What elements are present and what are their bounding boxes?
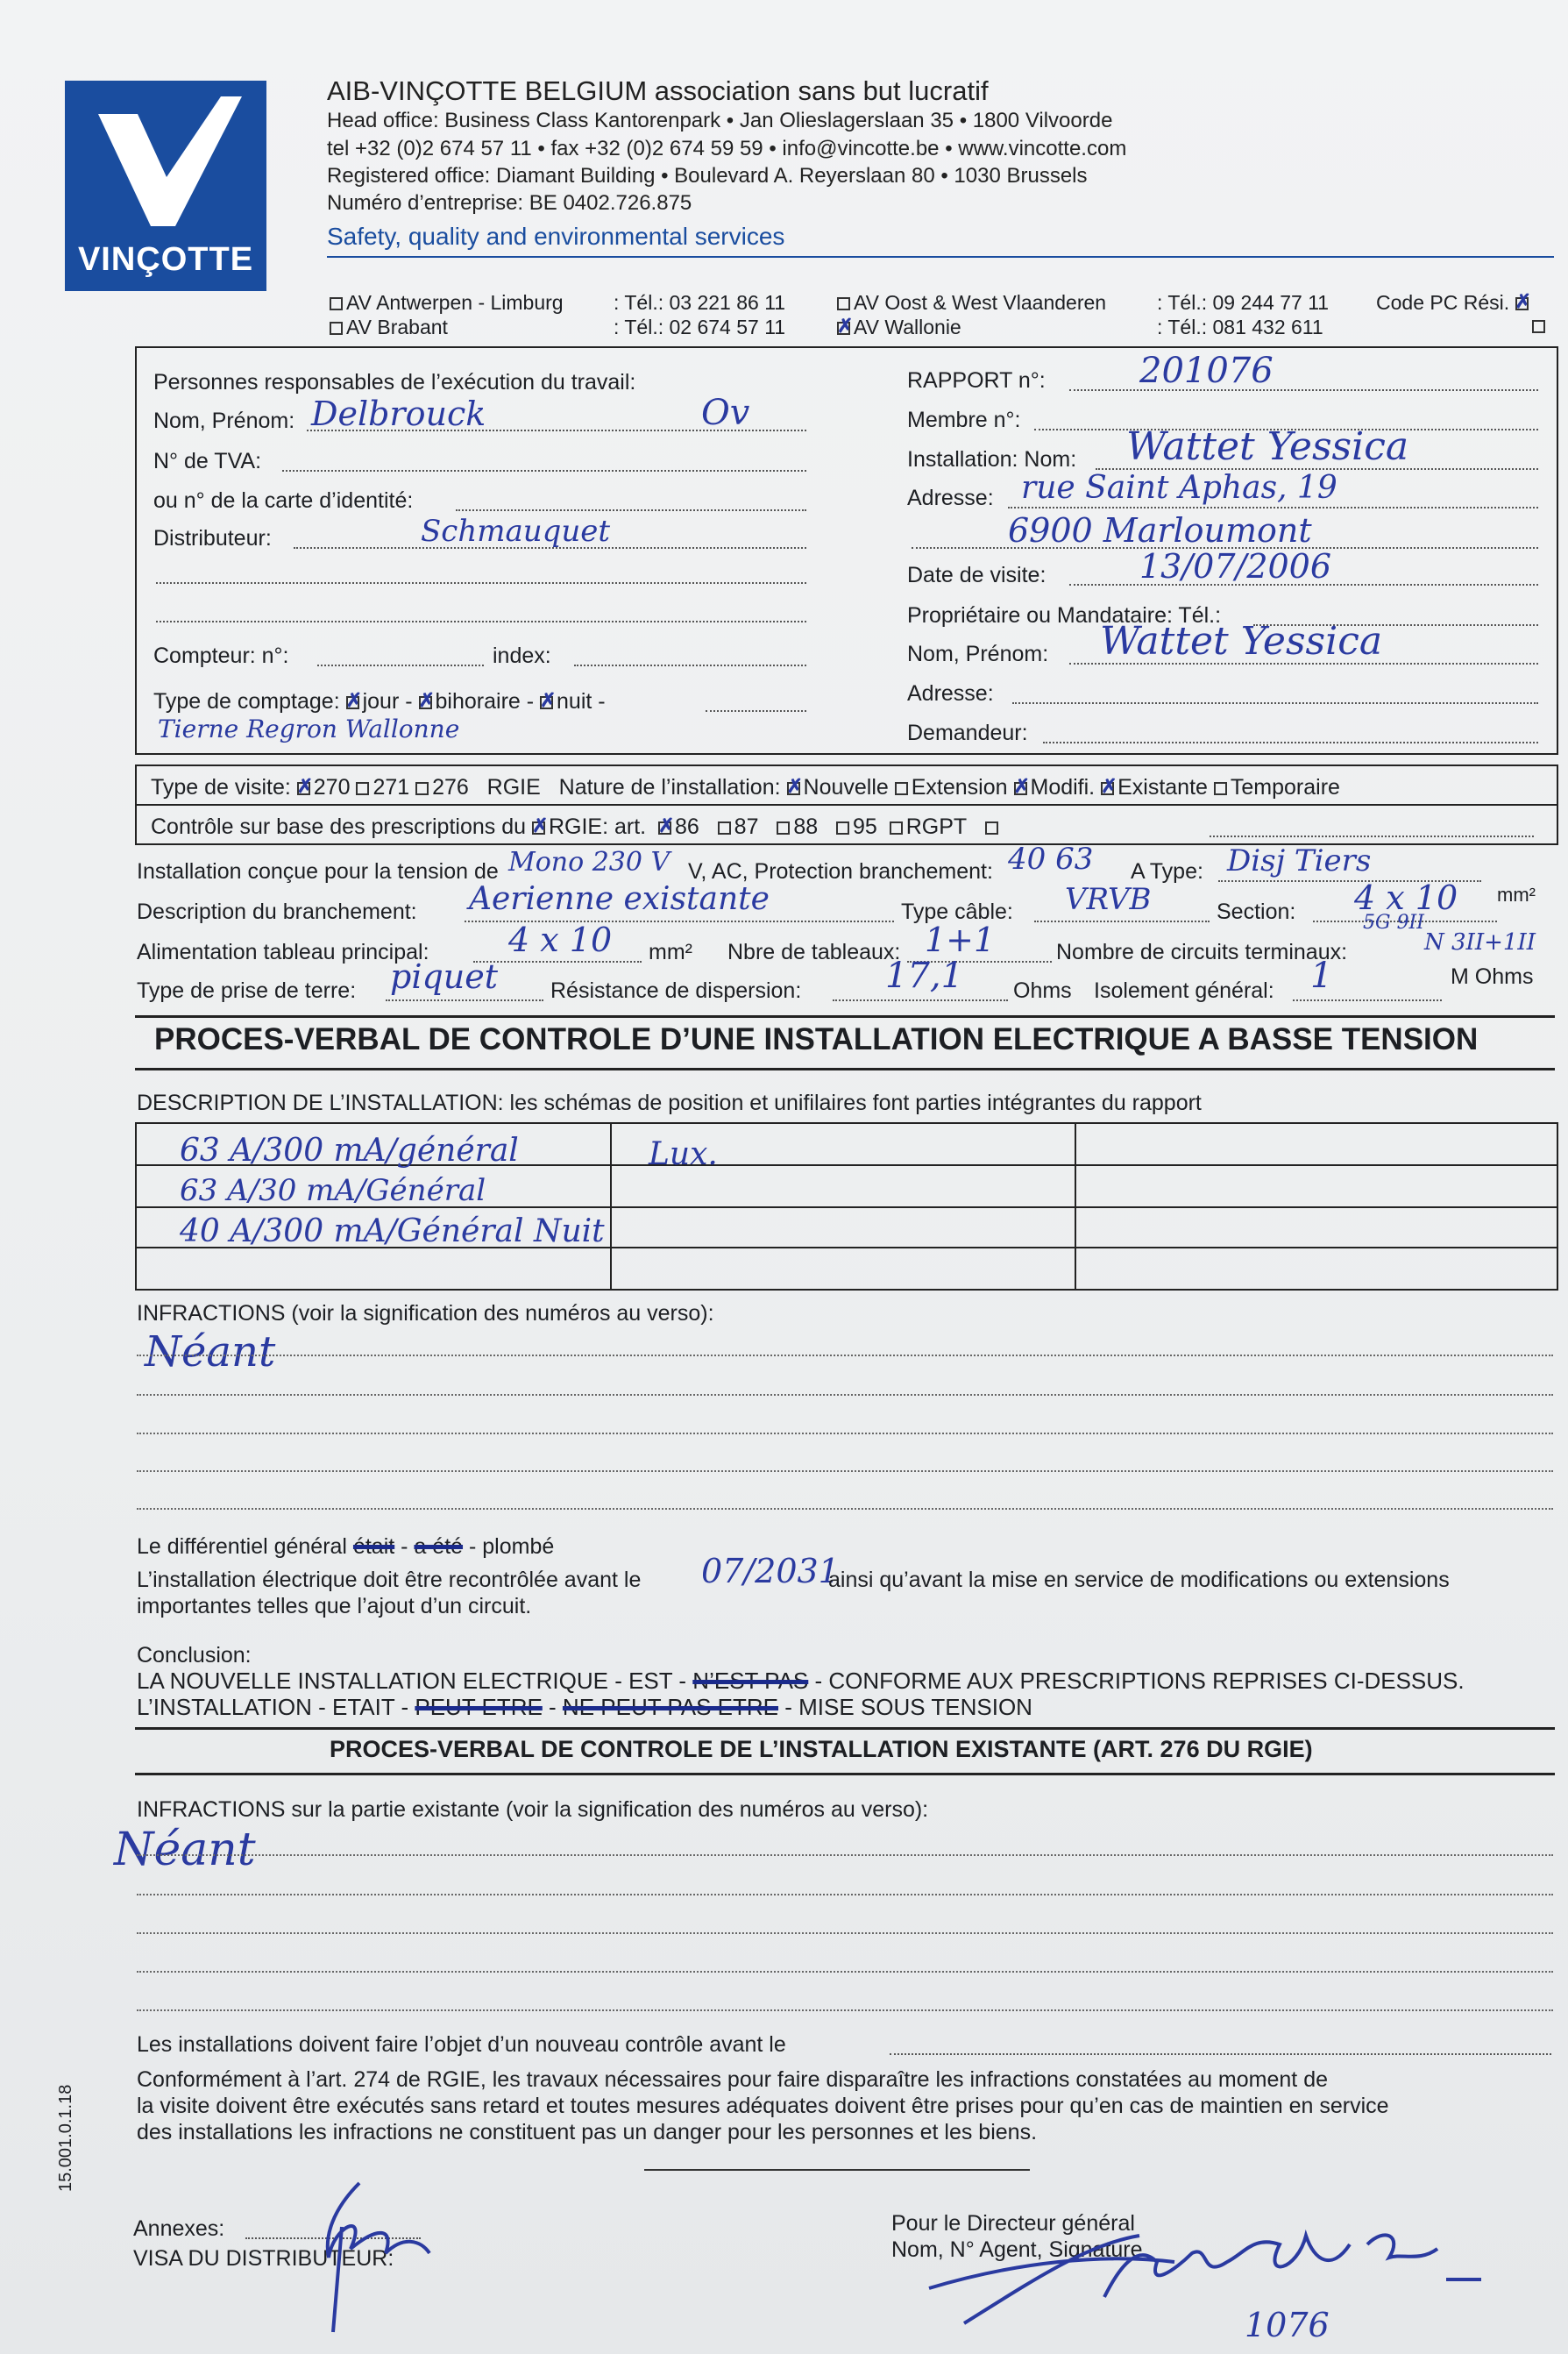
adresse-label: Adresse: xyxy=(907,486,994,510)
infractions-line-1[interactable] xyxy=(137,1355,1553,1356)
pv-existante-rule-top xyxy=(135,1727,1555,1730)
checkbox-nuit[interactable] xyxy=(540,696,553,709)
infractions-value[interactable]: Néant xyxy=(145,1327,276,1376)
section-mm2: mm² xyxy=(1497,884,1536,906)
existante-line-1[interactable] xyxy=(137,1854,1553,1856)
contact-line: tel +32 (0)2 674 57 11 • fax +32 (0)2 674 59 59 • info@vincotte.be • www.vincotte.com xyxy=(327,137,1127,160)
checkbox-86[interactable] xyxy=(658,821,671,835)
tension-label: Installation conçue pour la tension de xyxy=(137,859,499,884)
visa-label: VISA DU DISTRIBUTEUR: xyxy=(133,2246,394,2271)
v-check-icon xyxy=(89,96,242,228)
membre-label: Membre n°: xyxy=(907,408,1021,432)
checkbox-temporaire[interactable] xyxy=(1214,782,1227,795)
carte-line[interactable] xyxy=(456,509,806,511)
compteur-line[interactable] xyxy=(317,665,484,666)
checkbox-rgie[interactable] xyxy=(532,821,545,835)
date-visite-value[interactable]: 13/07/2006 xyxy=(1139,547,1332,586)
pv-title-rule-bottom xyxy=(135,1068,1555,1070)
header-divider xyxy=(327,256,1554,258)
mohms-label: M Ohms xyxy=(1451,964,1534,989)
adresse-value-2[interactable]: 6900 Marloumont xyxy=(1008,511,1312,550)
isolement-label: Isolement général: xyxy=(1094,978,1274,1003)
comptage-line[interactable] xyxy=(706,710,806,712)
description-label: DESCRIPTION DE L’INSTALLATION: les schémas de position et unifilaires font parties intégrantes du rapport xyxy=(137,1091,1202,1115)
section-sub-value[interactable]: 5G 9II xyxy=(1363,912,1424,934)
tva-label: N° de TVA: xyxy=(153,449,262,473)
pv-existante-rule-bottom xyxy=(135,1773,1555,1775)
pv-title: PROCES-VERBAL DE CONTROLE D’UNE INSTALLATION ELECTRIQUE A BASSE TENSION xyxy=(154,1022,1479,1056)
nom-prenom-label: Nom, Prénom: xyxy=(153,409,295,433)
protection-value[interactable]: 40 63 xyxy=(1008,842,1094,877)
tension-suffix: V, AC, Protection branchement: xyxy=(688,859,993,884)
recontrole-suffix: ainsi qu’avant la mise en service de modifications ou extensions xyxy=(828,1568,1450,1592)
type-cable-value[interactable]: VRVB xyxy=(1065,882,1152,917)
checkbox-nouvelle[interactable] xyxy=(787,782,800,795)
proprietaire-label: Propriétaire ou Mandataire: Tél.: xyxy=(907,603,1222,628)
checkbox-oost[interactable] xyxy=(837,297,850,310)
installation-nom-value[interactable]: Wattet Yessica xyxy=(1126,424,1409,469)
date-visite-label: Date de visite: xyxy=(907,563,1047,587)
nom-prenom-value-2[interactable]: Ov xyxy=(701,393,750,433)
nom-prenom2-value[interactable]: Wattet Yessica xyxy=(1100,619,1383,664)
office-wallonie: ✗AV Wallonie xyxy=(837,316,961,339)
isolement-line xyxy=(1293,999,1442,1001)
infractions-line-3[interactable] xyxy=(137,1433,1553,1434)
infractions-line-2[interactable] xyxy=(137,1394,1553,1396)
alimentation-mm2: mm² xyxy=(649,940,692,964)
alimentation-label: Alimentation tableau principal: xyxy=(137,940,429,964)
conformement-line-3: des installations les infractions ne constituent pas un danger pour les personnes et les biens. xyxy=(137,2120,1038,2144)
conclusion-line-1: LA NOUVELLE INSTALLATION ELECTRIQUE - EST - N’EST PAS - CONFORME AUX PRESCRIPTIONS REPRISES CI-DESSUS. xyxy=(137,1668,1465,1694)
recontrole-value[interactable]: 07/2031 xyxy=(701,1552,840,1590)
desc-branchement-value[interactable]: Aerienne existante xyxy=(469,881,770,917)
recontrole-prefix: L’installation électrique doit être recontrôlée avant le xyxy=(137,1568,642,1592)
annexes-label: Annexes: xyxy=(133,2216,225,2241)
blank-line-2[interactable] xyxy=(156,621,806,622)
carte-label: ou n° de la carte d’identité: xyxy=(153,488,414,513)
a-type-label: A Type: xyxy=(1131,859,1203,884)
office-brabant: AV Brabant xyxy=(330,316,448,339)
office-antwerpen-tel: : Tél.: 03 221 86 11 xyxy=(614,291,786,314)
infractions-line-5[interactable] xyxy=(137,1508,1553,1510)
infractions-line-4[interactable] xyxy=(137,1470,1553,1472)
blank-line-1[interactable] xyxy=(156,582,806,584)
nbre-tableaux-label: Nbre de tableaux: xyxy=(727,940,901,964)
nouveau-controle-line[interactable] xyxy=(890,2053,1551,2055)
type-cable-label: Type câble: xyxy=(901,900,1013,924)
pv-existante-title: PROCES-VERBAL DE CONTROLE DE L’INSTALLATION EXISTANTE (ART. 276 DU RGIE) xyxy=(330,1736,1313,1762)
comptage-note[interactable]: Tierne Regron Wallonne xyxy=(158,715,460,743)
office-brabant-tel: : Tél.: 02 674 57 11 xyxy=(614,316,786,338)
resistance-line xyxy=(833,999,1008,1001)
conclusion-label: Conclusion: xyxy=(137,1643,252,1668)
checkbox-276[interactable] xyxy=(415,782,429,795)
controle-row: Contrôle sur base des prescriptions du ✗ RGIE: art. ✗ 86 87 88 95 RGPT xyxy=(151,814,1002,840)
section-value[interactable]: 4 x 10 xyxy=(1354,878,1458,917)
installation-nom-label: Installation: Nom: xyxy=(907,447,1077,472)
company-title: AIB-VINÇOTTE BELGIUM association sans but lucratif xyxy=(327,75,989,106)
checkbox-271[interactable] xyxy=(356,782,369,795)
rapport-label: RAPPORT n°: xyxy=(907,368,1046,393)
checkbox-bihoraire[interactable] xyxy=(419,696,432,709)
registered-office: Registered office: Diamant Building • Boulevard A. Reyerslaan 80 • 1030 Brussels xyxy=(327,164,1088,188)
description-row-1[interactable]: 63 A/300 mA/général xyxy=(180,1133,519,1169)
existante-line-4[interactable] xyxy=(137,1971,1553,1973)
adresse2-label: Adresse: xyxy=(907,681,994,706)
nombre-circuits-label: Nombre de circuits terminaux: xyxy=(1056,940,1348,964)
tension-value[interactable]: Mono 230 V xyxy=(508,847,670,878)
infractions-existante-label: INFRACTIONS sur la partie existante (voir la signification des numéros au verso): xyxy=(137,1797,929,1822)
nbre-tableaux-value[interactable]: 1+1 xyxy=(925,921,996,959)
directeur-label: Pour le Directeur général xyxy=(891,2211,1135,2236)
adresse2-line[interactable] xyxy=(1012,702,1538,704)
type-comptage: Type de comptage: ✗ jour - ✗ bihoraire - ✗ nuit - xyxy=(153,689,606,715)
nom-prenom2-label: Nom, Prénom: xyxy=(907,642,1049,666)
checkbox-87[interactable] xyxy=(718,821,731,835)
existante-line-2[interactable] xyxy=(137,1894,1553,1895)
checkbox-wallonie[interactable] xyxy=(837,322,850,335)
distributor-signature-icon xyxy=(298,2174,438,2341)
demandeur-line[interactable] xyxy=(1043,742,1538,743)
index-line[interactable] xyxy=(574,665,806,666)
a-type-value[interactable]: Disj Tiers xyxy=(1227,843,1372,878)
compteur-label: Compteur: n°: xyxy=(153,644,289,668)
side-code: 15.001.0.1.18 xyxy=(56,2084,75,2192)
checkbox-brabant[interactable] xyxy=(330,322,343,335)
type-cable-line xyxy=(1034,921,1210,922)
ohms-label: Ohms xyxy=(1013,978,1072,1003)
type-visite-row: Type de visite: ✗ 270 271 276 RGIE Nature de l’installation: ✗ Nouvelle Extension ✗ Modifi. ✗ Existante Temporaire xyxy=(151,775,1340,800)
head-office: Head office: Business Class Kantorenpark • Jan Olieslagerslaan 35 • 1800 Vilvoorde xyxy=(327,109,1113,132)
tagline: Safety, quality and environmental services xyxy=(327,223,785,250)
checkbox-code-pc[interactable] xyxy=(1515,297,1529,310)
isolement-value[interactable]: 1 xyxy=(1310,956,1333,996)
section-label: Section: xyxy=(1217,900,1296,924)
office-oost-tel: : Tél.: 09 244 77 11 xyxy=(1157,291,1330,314)
separator-line xyxy=(644,2169,1030,2171)
resistance-label: Résistance de dispersion: xyxy=(550,978,802,1003)
existante-line-3[interactable] xyxy=(137,1932,1553,1934)
index-label: index: xyxy=(493,644,551,668)
prise-terre-label: Type de prise de terre: xyxy=(137,978,357,1003)
description-row-2[interactable]: 63 A/30 mA/Général xyxy=(180,1173,486,1208)
office-wallonie-tel: : Tél.: 081 432 611 xyxy=(1157,316,1323,338)
controle-line[interactable] xyxy=(1210,836,1534,837)
distributeur-value[interactable]: Schmauquet xyxy=(421,514,611,549)
alimentation-value[interactable]: 4 x 10 xyxy=(508,921,613,959)
checkbox-95[interactable] xyxy=(836,821,849,835)
tva-line[interactable] xyxy=(282,470,806,472)
agent-label: Nom, N° Agent, Signature xyxy=(891,2237,1143,2262)
conformement-line-1: Conformément à l’art. 274 de RGIE, les travaux nécessaires pour faire disparaître les infractions constatées au moment de xyxy=(137,2067,1328,2092)
nom-prenom-value[interactable]: Delbrouck xyxy=(311,395,486,433)
office-antwerpen: AV Antwerpen - Limburg xyxy=(330,291,564,315)
nouveau-controle-label: Les installations doivent faire l’objet d’un nouveau contrôle avant le xyxy=(137,2032,786,2057)
adresse-line xyxy=(1008,507,1538,508)
office-oost: AV Oost & West Vlaanderen xyxy=(837,291,1106,315)
checkbox-270[interactable] xyxy=(297,782,310,795)
code-pc-label: Code PC Rési. ✗ xyxy=(1376,291,1532,315)
recontrole-line-2: importantes telles que l’ajout d’un circuit. xyxy=(137,1594,532,1618)
distributeur-label: Distributeur: xyxy=(153,526,272,551)
description-row-3[interactable]: 40 A/300 mA/Général Nuit xyxy=(180,1213,605,1249)
prise-terre-line xyxy=(386,999,543,1001)
existante-line-5[interactable] xyxy=(137,2009,1553,2011)
adresse-value-1[interactable]: rue Saint Aphas, 19 xyxy=(1021,470,1337,506)
agent-number: 1076 xyxy=(1245,2306,1330,2344)
prise-terre-value[interactable]: piquet xyxy=(390,957,499,996)
checkbox-existante[interactable] xyxy=(1101,782,1114,795)
description-side[interactable]: Lux. xyxy=(649,1136,718,1172)
checkbox-code-pc-2[interactable] xyxy=(1532,320,1545,333)
checkbox-other[interactable] xyxy=(985,821,998,835)
checkbox-jour[interactable] xyxy=(346,696,359,709)
infractions-label: INFRACTIONS (voir la signification des numéros au verso): xyxy=(137,1301,714,1326)
differentiel-text: Le différentiel général était - a été - plombé xyxy=(137,1534,555,1559)
code-pc-second xyxy=(1532,314,1549,338)
pv-title-rule-top xyxy=(135,1015,1555,1018)
responsables-label: Personnes responsables de l’exécution du travail: xyxy=(153,370,636,395)
checkbox-rgpt[interactable] xyxy=(890,821,903,835)
checkbox-modifi[interactable] xyxy=(1014,782,1027,795)
checkbox-extension[interactable] xyxy=(895,782,908,795)
agent-signature-icon xyxy=(912,2209,1490,2350)
demandeur-label: Demandeur: xyxy=(907,721,1028,745)
desc-branchement-label: Description du branchement: xyxy=(137,900,417,924)
conformement-line-2: la visite doivent être exécutés sans retard et toutes mesures adéquates doivent être prises pour qu’en cas de maintien en service xyxy=(137,2094,1389,2118)
checkbox-88[interactable] xyxy=(777,821,790,835)
vincotte-logo xyxy=(65,81,266,291)
checkbox-antwerpen[interactable] xyxy=(330,297,343,310)
conclusion-line-2: L’INSTALLATION - ETAIT - PEUT ETRE - NE PEUT PAS ETRE - MISE SOUS TENSION xyxy=(137,1694,1032,1720)
circuits-value[interactable]: N 3II+1II xyxy=(1424,929,1536,956)
logo-word: VINÇOTTE xyxy=(77,241,254,278)
alimentation-line xyxy=(473,961,642,963)
company-number: Numéro d’entreprise: BE 0402.726.875 xyxy=(327,191,692,215)
resistance-value[interactable]: 17,1 xyxy=(885,956,964,996)
rapport-value[interactable]: 201076 xyxy=(1139,351,1274,391)
infractions-existante-value[interactable]: Néant xyxy=(114,1824,256,1876)
